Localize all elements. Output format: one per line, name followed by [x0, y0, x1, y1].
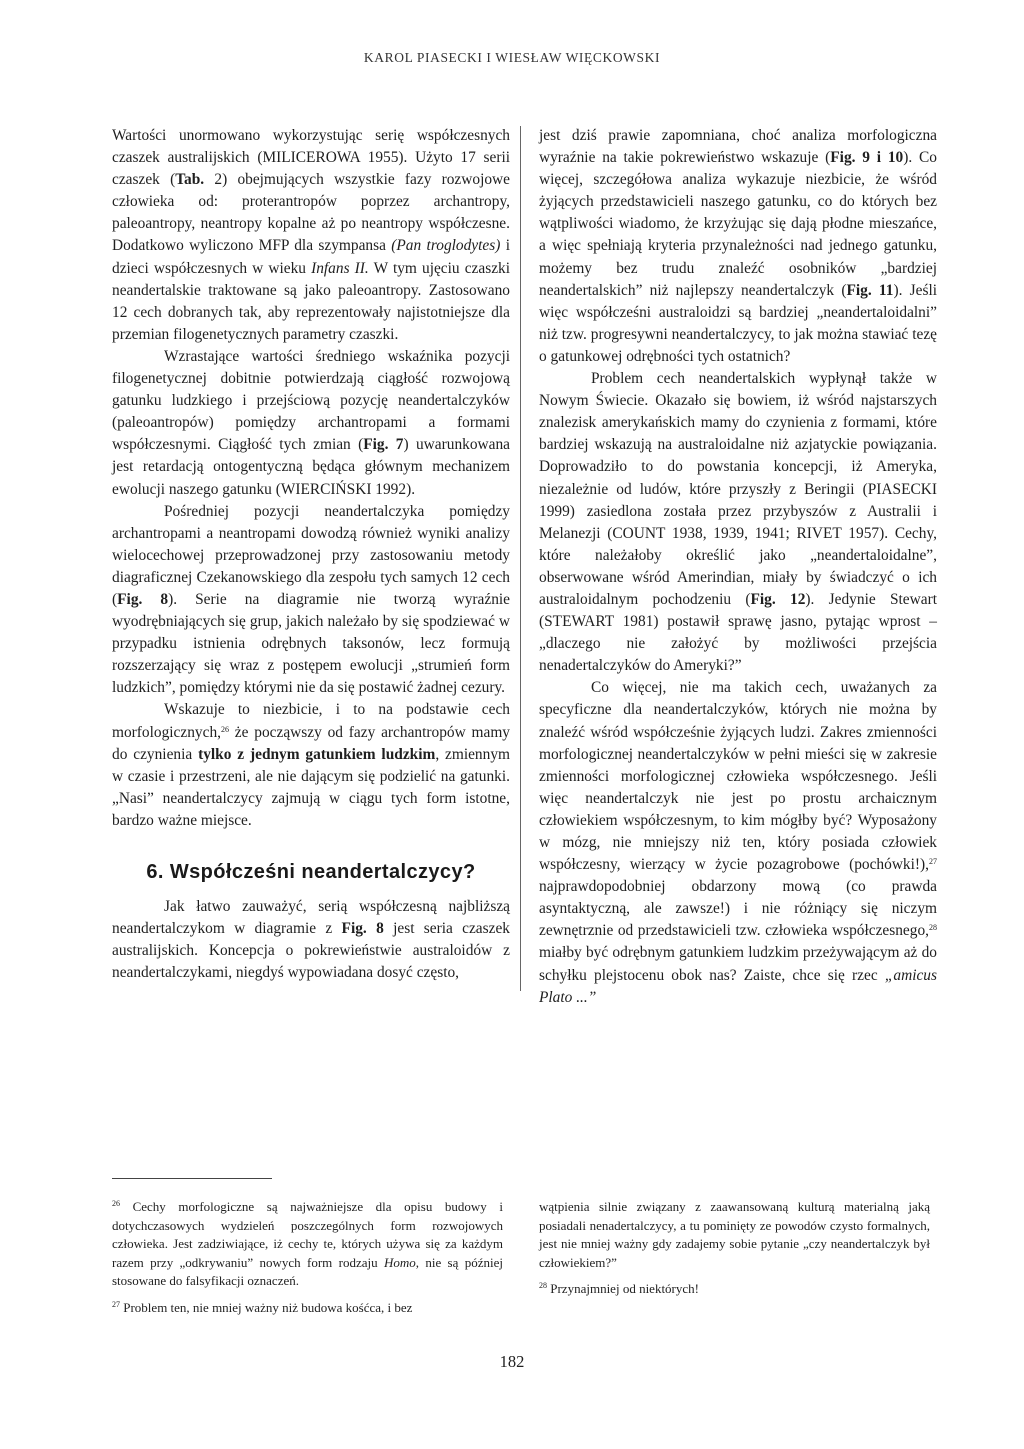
- text: , zmiennym w czasie i przestrzeni, ale nie dającym się podzielić na gatunki. „Nasi” neandertalczycy zajmują w ciągu tych form istotne, bardzo ważne miejsce.: [112, 745, 510, 829]
- figure-ref: Fig. 11: [846, 281, 894, 299]
- text: ). Serie na diagramie nie tworzą wyraźnie wyodrębniających się grup, jakich należało by się spodziewać w przypadku istnienia odrębnych taksonów, lecz formują rozszerzający się wraz z postępem ewolucji „strumień form ludzkich”, pomiędzy którymi nie da się postawić żadnej cezury.: [112, 590, 510, 697]
- text: że począwszy od fazy archantropów mamy do czynienia: [112, 723, 510, 763]
- footnotes-left: [112, 1198, 503, 1326]
- text: Wartości unormowano wykorzystując serię współczesnych czaszek australijskich (MILICEROWA 1955). Użyto 17 serii czaszek (: [112, 127, 510, 189]
- paragraph: [112, 125, 510, 346]
- text: Co więcej, nie ma takich cech, uważanych za specyficzne dla neandertalczyków, których nie można by znaleźć wśród współcześnie żyjących ludzi. Zakres zmienności morfologicznej neandertalczyków w pełni mieści się w zakresie zmienności morfologicznej człowieka współczesnego. Jeśli więc neandertalczyk nie jest po prostu archaicznym człowiekiem współczesnym, to kim mógłby być? Wyposażony w mózg, nie mniejszy niż ten, który posiada człowiek współczesny, wierzący w życie pozagrobowe (pochówki!),: [539, 679, 937, 874]
- footnote-text: , nie są później stosowane do falsyfikacji oznaczeń.: [112, 1254, 503, 1289]
- text: W tym ujęciu czaszki neandertalskie traktowane są jako paleoantropy. Zastosowano 12 cech dobranych tak, aby reprezentowały najistotniejsze dla przemian filogenetycznych parametry czaszki.: [112, 259, 510, 343]
- text: Wskazuje to niezbicie, i to na podstawie cech morfologicznych,: [112, 701, 510, 741]
- paragraph: [112, 346, 510, 501]
- text: jest seria czaszek australijskich. Koncepcja o pokrewieństwie australoidów z neandertalczykami, niegdyś wypowiadana dosyć często,: [112, 920, 510, 982]
- footnote-continued: wątpienia silnie związany z zaawansowaną kulturą materialną jaką posiadali nenadertalczycy, a tu pominięty ze powodów czysto formalnych, jest nie mniej ważny gdy zadajemy sobie pytanie „czy neandertalczyk był człowiekiem?”: [539, 1199, 930, 1270]
- footnote-marker: 27: [929, 857, 937, 867]
- left-column: [112, 125, 510, 984]
- footnote-separator: [112, 1178, 272, 1179]
- page-number: 182: [499, 1352, 525, 1371]
- species-name: (Pan troglodytes): [391, 237, 501, 255]
- paragraph: [539, 125, 937, 368]
- figure-ref: Fig. 8: [117, 590, 169, 608]
- paragraph: [539, 677, 937, 1008]
- text: miałby być odrębnym gatunkiem ludzkim przeżywającym aż do schyłku plejstocenu obok nas? Zaiste, chce się rzec: [539, 944, 937, 984]
- column-divider: [520, 126, 521, 991]
- figure-ref: Fig. 7: [363, 436, 404, 454]
- paragraph: [112, 501, 510, 700]
- text: jest dziś prawie zapomniana, choć analiza morfologiczna wyraźnie na takie pokrewieństwo wskazuje (: [539, 127, 937, 167]
- text: ). Co więcej, szczegółowa analiza wykazuje niezbicie, że wśród żyjących przedstawicieli naszego gatunku, co do których bez wątpliwości wiadomo, że krzyżując się dają płodne mieszańce, a więc spełniają kryteria przynależności nad jednego gatunku, możemy bez trudu znaleźć osobników „bardziej neandertalskich” niż najlepszy neandertalczyk (: [539, 149, 937, 299]
- footnote-marker: 26: [220, 724, 229, 734]
- text: Problem cech neandertalskich wypłynął także w Nowym Świecie. Okazało się bowiem, iż wśród najstarszych znalezisk amerykańskich mamy do czynienia z formami, które bardziej wskazują na australoidalne niż azjatyckie powiązania. Doprowadziło to do powstania koncepcji, iż Ameryka, niezależnie od ludów, które przyszły z Beringii (PIASECKI 1999) zasiedlona została przez przybyszów z Australii i Melanezji (COUNT 1938, 1939, 1941; RIVET 1957). Cechy, które należałoby określić jako „neandertaloidalne”, obserwowane wśród Amerindian, miały by świadczyć o ich australoidalnym pochodzeniu (: [539, 370, 937, 608]
- footnote-text: Cechy morfologiczne są najważniejsze dla opisu budowy i dotychczasowych wydzieleń poszczególnych form rozwojowych człowieka. Jest zadziwiające, iż cechy te, których używa się za każdym razem przy „odkrywaniu” nowych form rodzaju: [112, 1199, 503, 1270]
- footnote: [112, 1198, 503, 1291]
- figure-ref: Fig. 8: [341, 920, 384, 938]
- italic-term: Infans II.: [311, 259, 369, 277]
- text: Pośredniej pozycji neandertalczyka pomiędzy archantropami a neantropami dowodzą również wyniki analizy wielocechowej przeprowadzonej przy zastosowaniu metody diagraficznej Czekanowskiego dla zespołu tych samych 12 cech (: [112, 502, 510, 608]
- right-column: [539, 125, 937, 1009]
- text: ) uwarunkowana jest retardacją ontogentyczną będąca głównym mechanizem ewolucji naszego gatunku (WIERCIŃSKI 1992).: [112, 436, 511, 498]
- italic-term: Homo: [383, 1254, 416, 1270]
- text: 2) obejmujących wszystkie fazy rozwojowe człowieka od: proterantropów poprzez archantropy, paleoantropy, neantropy kopalne aż po neantropy współczesne. Dodatkowo wyliczono MFP dla szympansa: [112, 171, 510, 255]
- figure-ref: Fig. 9 i 10: [830, 149, 904, 167]
- footnote: [112, 1299, 503, 1318]
- text: i dzieci współczesnych w wieku: [112, 237, 510, 277]
- paragraph: [112, 699, 510, 832]
- footnote-text: Problem ten, nie mniej ważny niż budowa kośćca, i bez: [120, 1299, 413, 1315]
- text: ). Jedynie Stewart (STEWART 1981) postawił sprawę jasno, pytając wprost – „dlaczego nie założyć by możliwości przejścia nenadertalczyków do Ameryki?”: [539, 590, 937, 675]
- paragraph: [112, 896, 510, 984]
- text: najprawdopodobniej obdarzony mową (co prawda asyntaktyczną, ale zawsze!) i nie różniący się niczym zewnętrznie od przedstawicieli tzw. człowieka współczesnego,: [539, 878, 937, 940]
- footnote: [539, 1280, 930, 1299]
- section-heading: 6. Współcześni neandertalczycy?: [146, 861, 476, 883]
- footnotes-right: [539, 1198, 930, 1307]
- footnote-number: 28: [539, 1281, 547, 1291]
- text: Wzrastające wartości średniego wskaźnika pozycji filogenetycznej dobitnie potwierdzają ciągłość rozwojową gatunku ludzkiego i przejściową pozycję neandertalczyków (paleoantropów) pomiędzy archantropami a formami współczesnymi. Ciągłość tych zmian (: [112, 347, 510, 454]
- italic-quote: „amicus Plato ...”: [539, 966, 937, 1006]
- footnote-marker: 28: [929, 923, 937, 933]
- running-head: KAROL PIASECKI I WIESŁAW WIĘCKOWSKI: [363, 50, 661, 65]
- footnote-number: 27: [112, 1299, 120, 1309]
- paragraph: [539, 368, 937, 677]
- text: Jak łatwo zauważyć, serią współczesną najbliższą neandertalczykom w diagramie z: [112, 898, 510, 938]
- footnote-number: 26: [112, 1199, 120, 1208]
- figure-ref: Tab.: [175, 171, 205, 189]
- bold-emphasis: tylko z jednym gatunkiem ludzkim: [198, 745, 436, 763]
- text: ). Jeśli więc współcześni australoidzi są bardziej „neandertaloidalni” niż tzw. progresywni neandertalczycy, to jak można stawiać tezę o gatunkowej odrębności tych ostatnich?: [539, 281, 938, 365]
- footnote-text: Przynajmniej od niektórych!: [547, 1281, 699, 1297]
- figure-ref: Fig. 12: [750, 590, 806, 608]
